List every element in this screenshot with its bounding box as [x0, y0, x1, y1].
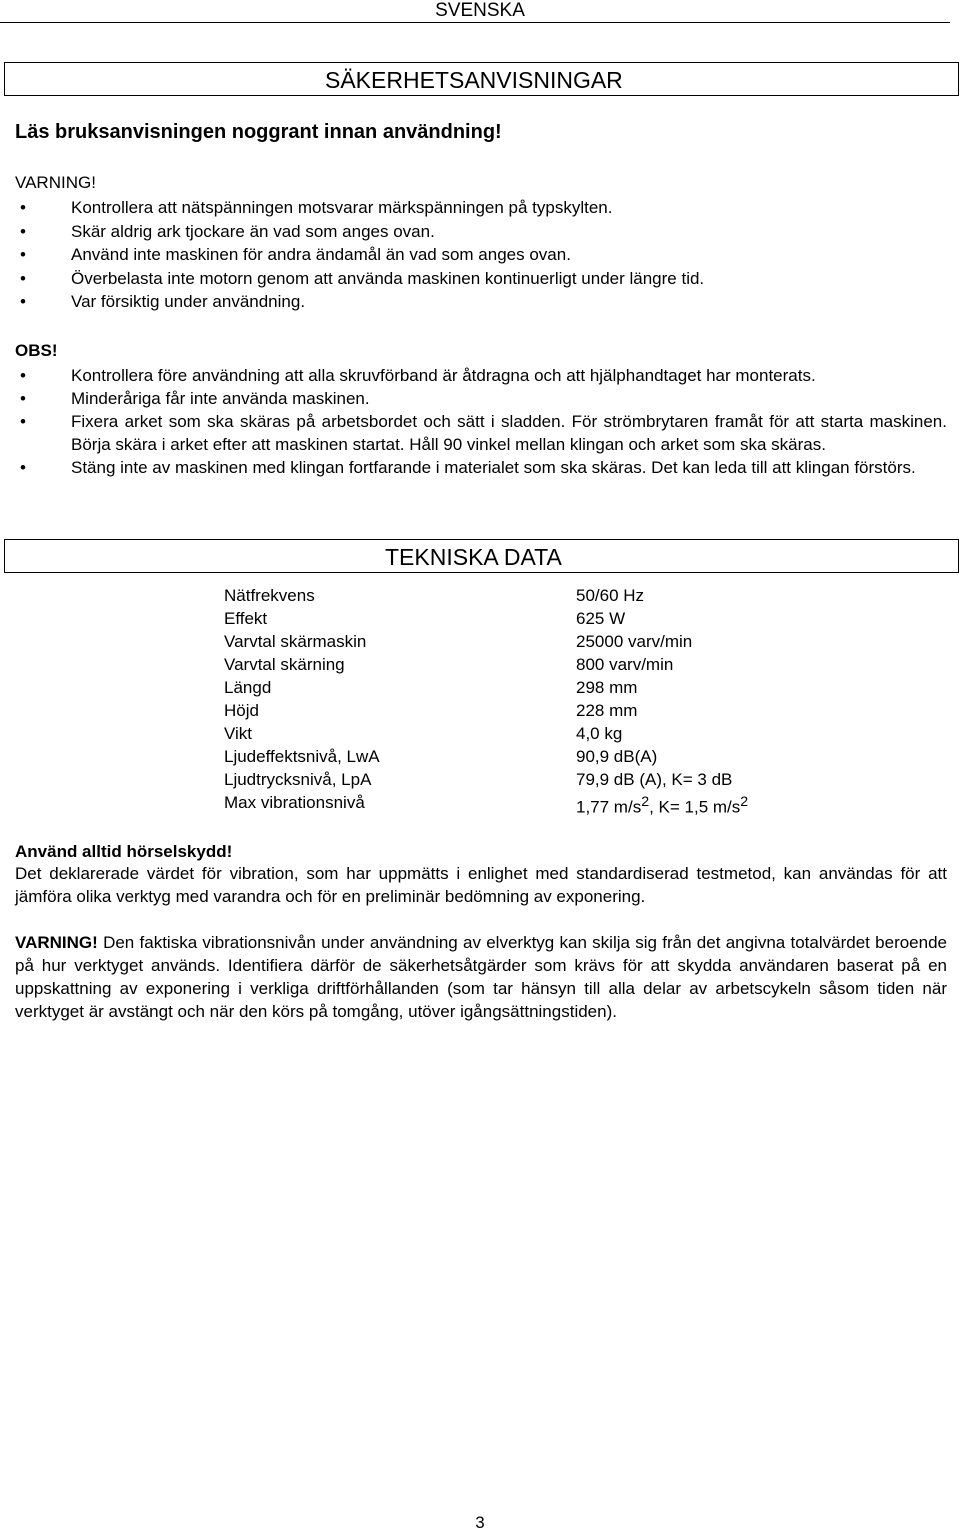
- list-item: • Kontrollera att nätspänningen motsvarar märkspänningen på typskylten.: [15, 196, 947, 220]
- spec-label: Varvtal skärmaskin: [224, 632, 367, 651]
- list-item: • Använd inte maskinen för andra ändamål än vad som anges ovan.: [15, 243, 947, 267]
- list-item: • Var försiktig under användning.: [15, 290, 947, 314]
- spec-value: 79,9 dB (A), K= 3 dB: [576, 770, 733, 789]
- list-item: • Stäng inte av maskinen med klingan fortfarande i materialet som ska skäras. Det kan leda till att klingan förstörs.: [15, 456, 947, 479]
- warning-list: [15, 196, 947, 314]
- table-row: [224, 630, 748, 653]
- spec-label: Nätfrekvens: [224, 586, 315, 605]
- table-row: [224, 768, 748, 791]
- warning-label: VARNING!: [15, 933, 98, 952]
- list-item: • Fixera arket som ska skäras på arbetsbordet och sätt i sladden. För strömbrytaren framåt för att starta maskinen. Börja skära i arket efter att maskinen startat. Håll 90 vinkel mellan klingan och arket som ska skäras.: [15, 410, 947, 456]
- spec-label: Ljudtrycksnivå, LpA: [224, 770, 372, 789]
- table-row: [224, 607, 748, 630]
- tech-section-heading: [4, 539, 959, 573]
- spec-superscript: 2: [641, 794, 650, 810]
- table-row: [224, 699, 748, 722]
- obs-label: OBS!: [15, 341, 58, 360]
- header-divider: [0, 22, 950, 23]
- spec-label: Max vibrationsnivå: [224, 793, 365, 812]
- language-header: SVENSKA: [435, 0, 525, 21]
- safety-title: SÄKERHETSANVISNINGAR: [325, 67, 623, 93]
- spec-label: Höjd: [224, 701, 259, 720]
- spec-label: Längd: [224, 678, 272, 697]
- spec-value: 625 W: [576, 609, 626, 628]
- tech-data-table: [224, 584, 748, 819]
- spec-value: 50/60 Hz: [576, 586, 645, 605]
- spec-value: 228 mm: [576, 701, 638, 720]
- table-row: [224, 791, 748, 819]
- tech-title: TEKNISKA DATA: [385, 544, 562, 570]
- spec-label: Vikt: [224, 724, 253, 743]
- list-item: • Kontrollera före användning att alla skruvförband är åtdragna och att hjälphandtaget har monterats.: [15, 364, 947, 387]
- warning-label: VARNING!: [15, 173, 96, 192]
- warning-text: Den faktiska vibrationsnivån under användning av elverktyg kan skilja sig från det angivna totalvärdet beroende på hur verktyget används. Identifiera därför de säkerhetsåtgärder som krävs för att skydda användaren baserat på en uppskattning av exponering i verkliga driftförhållanden (som tar hänsyn till alla delar av arbetscykeln såsom tiden när verktyget är avstängt och när den körs på tomgång, utöver igångsättningstiden).: [15, 933, 947, 1021]
- spec-label: Ljudeffektsnivå, LwA: [224, 747, 380, 766]
- spec-value: 25000 varv/min: [576, 632, 693, 651]
- declared-value-paragraph: Det deklarerade värdet för vibration, som har uppmätts i enlighet med standardiserad testmetod, kan användas för att jämföra olika verktyg med varandra och för en preliminär bedömning av exponering.: [15, 864, 947, 906]
- read-manual-heading: Läs bruksanvisningen noggrant innan användning!: [15, 121, 502, 143]
- spec-superscript: 2: [740, 794, 749, 810]
- safety-section-heading: [4, 62, 959, 96]
- table-row: [224, 584, 748, 607]
- spec-label: Varvtal skärning: [224, 655, 345, 674]
- spec-value-part: , K= 1,5 m/s: [649, 797, 741, 817]
- list-item: • Minderåriga får inte använda maskinen.: [15, 387, 947, 410]
- obs-list: [15, 364, 947, 479]
- table-row: [224, 676, 748, 699]
- spec-value: [576, 791, 748, 819]
- spec-value: 4,0 kg: [576, 724, 623, 743]
- spec-value: 298 mm: [576, 678, 638, 697]
- list-item: • Skär aldrig ark tjockare än vad som anges ovan.: [15, 220, 947, 244]
- table-row: [224, 722, 748, 745]
- spec-label: Effekt: [224, 609, 268, 628]
- list-item: • Överbelasta inte motorn genom att använda maskinen kontinuerligt under längre tid.: [15, 267, 947, 291]
- table-row: [224, 653, 748, 676]
- spec-value: 90,9 dB(A): [576, 747, 658, 766]
- spec-value-part: 1,77 m/s: [576, 797, 642, 817]
- table-row: [224, 745, 748, 768]
- hearing-protection-note: Använd alltid hörselskydd!: [15, 842, 233, 861]
- vibration-warning-paragraph: [15, 931, 947, 1023]
- spec-value: 800 varv/min: [576, 655, 674, 674]
- page-number: 3: [475, 1513, 485, 1532]
